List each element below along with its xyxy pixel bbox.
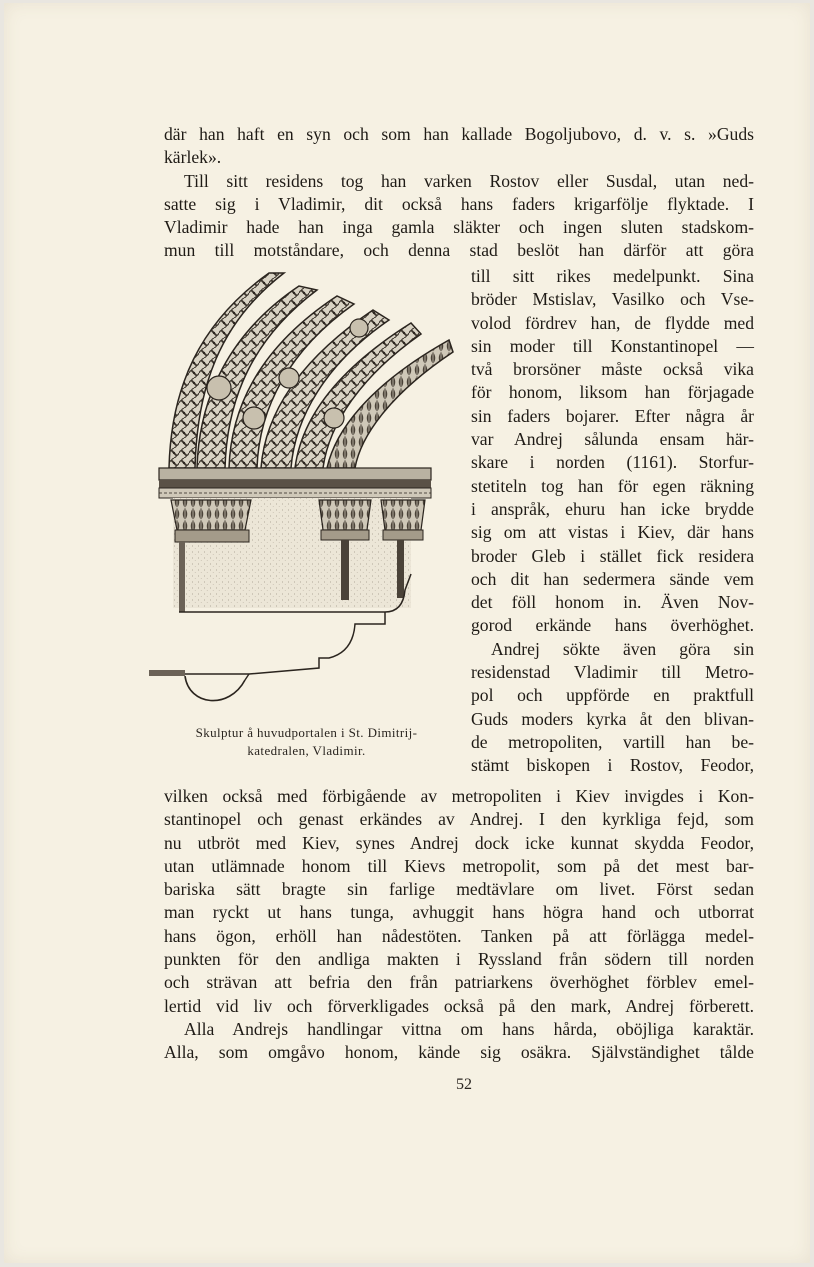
- portal-sculpture-illustration: [149, 268, 461, 718]
- text-line: mun till motståndare, och denna stad beslöt han därför att göra: [164, 240, 754, 261]
- text-line: och strävan att befria den från patriarkens överhöghet förblev emel-: [164, 972, 754, 993]
- book-page: [4, 3, 810, 1263]
- text-line: för honom, liksom han förjagade: [471, 382, 754, 403]
- text-line: skare i norden (1161). Storfur-: [471, 452, 754, 473]
- text-line: de metropoliten, vartill han be-: [471, 731, 754, 752]
- text-line: nu utbröt med Kiev, synes Andrej dock icke kunnat skydda Feodor,: [164, 832, 754, 853]
- text-line: satte sig i Vladimir, dit också hans faders krigarfölje flyktade. I: [164, 193, 754, 214]
- text-line: till sitt rikes medelpunkt. Sina: [471, 266, 754, 286]
- text-block-bottom: [164, 785, 754, 1065]
- text-line: stantinopel och genast erkändes av Andrej. I den kyrkliga fejd, som: [164, 809, 754, 830]
- text-line: Alla Andrejs handlingar vittna om hans hårda, oböjliga karaktär.: [184, 1018, 754, 1039]
- text-block-right-column: [471, 265, 754, 778]
- text-block-top: [164, 123, 754, 263]
- text-line: utan utlämnade honom till Kievs metropolit, som på det mest bar-: [164, 855, 754, 876]
- text-line: pol och uppförde en praktfull: [471, 685, 754, 706]
- caption-line: Skulptur å huvudportalen i St. Dimitrij-: [195, 725, 418, 740]
- text-line: stämt biskopen i Rostov, Feodor,: [471, 755, 754, 776]
- text-line: två brorsöner måste också vika: [471, 359, 754, 380]
- text-line: punkten för den andliga makten i Ryssland från södern till norden: [164, 949, 754, 970]
- text-line: hans ögon, erhöll han nådestöten. Tanken på att förlägga medel-: [164, 925, 754, 946]
- text-line: där han haft en syn och som han kallade Bogoljubovo, d. v. s. »Guds: [164, 124, 754, 144]
- text-line: var Andrej sålunda ensam här-: [471, 429, 754, 450]
- text-line: Vladimir hade han inga gamla släkter och ingen sluten stadskom-: [164, 217, 754, 238]
- text-line: bariska sätt bragte sin farlige medtävlare om livet. Först sedan: [164, 879, 754, 900]
- text-line: Guds moders kyrka åt den blivan-: [471, 708, 754, 729]
- text-line: och dit han sedermera sände vem: [471, 568, 754, 589]
- text-line: stetiteln tog han för egen räkning: [471, 475, 754, 496]
- text-line: gorod erkände hans överhöghet.: [471, 615, 754, 636]
- text-line: sin moder till Konstantinopel —: [471, 335, 754, 356]
- text-line: det föll honom in. Även Nov-: [471, 592, 754, 613]
- text-line: sin faders bojarer. Efter några år: [471, 405, 754, 426]
- text-line: man ryckt ut hans tunga, avhuggit hans högra hand och utborrat: [164, 902, 754, 923]
- text-line: i anspråk, ehuru han icke brydde: [471, 498, 754, 519]
- text-line: broder Gleb i stället fick residera: [471, 545, 754, 566]
- text-line: lertid vid liv och förverkligades också på den mark, Andrej förberett.: [164, 995, 754, 1016]
- text-line: bröder Mstislav, Vasilko och Vse-: [471, 289, 754, 310]
- text-line: vilken också med förbigående av metropoliten i Kiev invigdes i Kon-: [164, 786, 754, 806]
- text-line: kärlek».: [164, 147, 222, 168]
- page-number: 52: [456, 1076, 472, 1093]
- text-line: volod fördrev han, de flydde med: [471, 312, 754, 333]
- text-line: Andrej sökte även göra sin: [491, 638, 754, 659]
- text-line: Alla, som omgåvo honom, kände sig osäkra. Självständighet tålde: [164, 1042, 754, 1063]
- figure-caption: [154, 724, 459, 760]
- text-line: sig om att vistas i Kiev, där hans: [471, 522, 754, 543]
- text-line: residenstad Vladimir till Metro-: [471, 662, 754, 683]
- caption-line: katedralen, Vladimir.: [247, 743, 366, 758]
- text-line: Till sitt residens tog han varken Rostov eller Susdal, utan ned-: [184, 170, 754, 191]
